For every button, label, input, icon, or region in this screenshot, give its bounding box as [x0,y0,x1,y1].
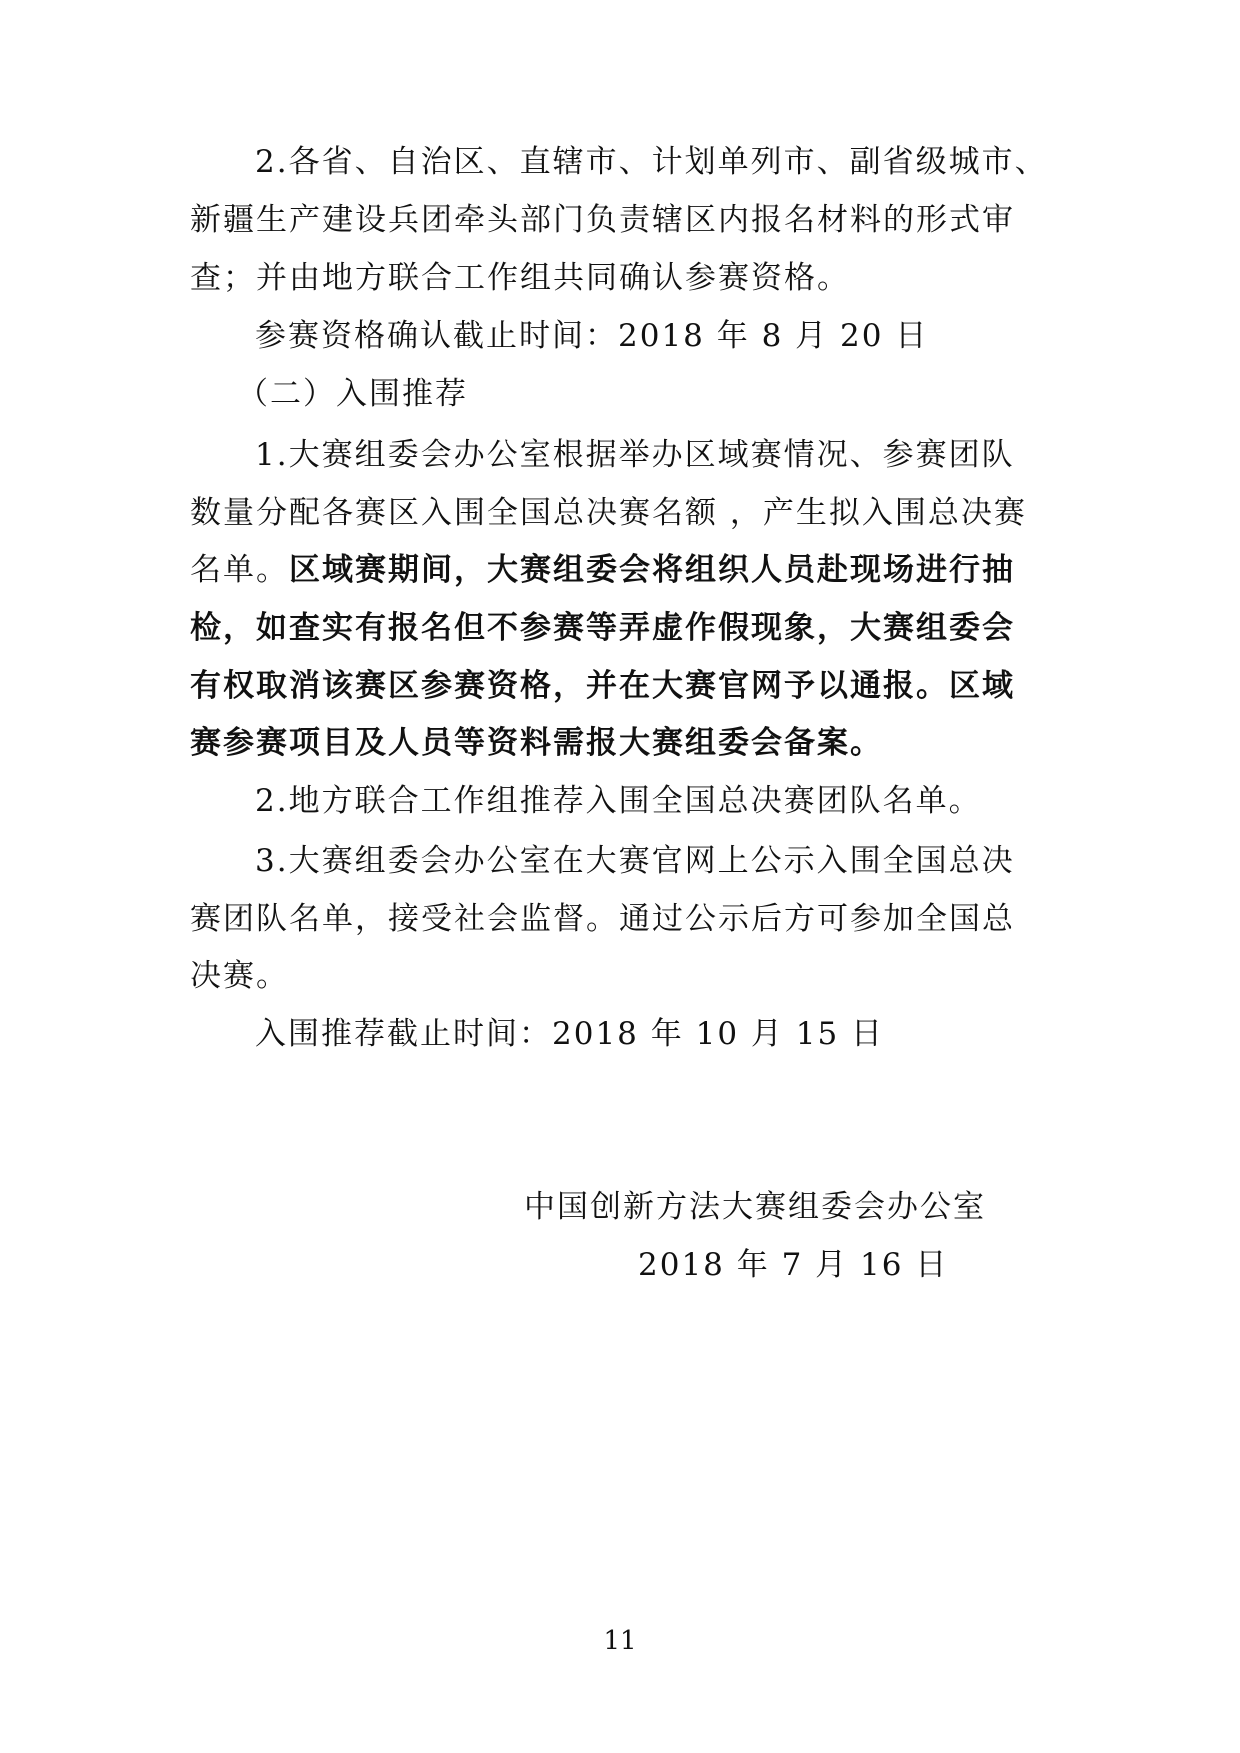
paragraph-2-line-3 [190,552,1060,588]
paragraph-2-line-2: 数量分配各赛区入围全国总决赛名额 ，产生拟入围总决赛 [190,495,1027,531]
section-heading: （二）入围推荐 [237,376,468,412]
signature-date: 2018 年 7 月 16 日 [638,1247,949,1283]
paragraph-1-line-2: 新疆生产建设兵团牵头部门负责辖区内报名材料的形式审 [190,202,1015,238]
paragraph-1-line-1: 2.各省、自治区、直辖市、计划单列市、副省级城市、 [255,144,1048,180]
deadline-recommendation: 入围推荐截止时间：2018 年 10 月 15 日 [255,1016,885,1052]
paragraph-4-line-3: 决赛。 [190,958,289,994]
paragraph-4-line-1: 3.大赛组委会办公室在大赛官网上公示入围全国总决 [255,843,1015,879]
paragraph-2-line-1: 1.大赛组委会办公室根据举办区域赛情况、参赛团队 [255,437,1015,473]
paragraph-2-line-6: 赛参赛项目及人员等资料需报大赛组委会备案。 [190,725,883,761]
paragraph-3: 2.地方联合工作组推荐入围全国总决赛团队名单。 [255,783,982,819]
paragraph-2-line-4: 检，如查实有报名但不参赛等弄虚作假现象，大赛组委会 [190,610,1015,646]
paragraph-2-line-5: 有权取消该赛区参赛资格，并在大赛官网予以通报。区域 [190,668,1015,704]
paragraph-2-line-3-bold: 区域赛期间，大赛组委会将组织人员赴现场进行抽 [289,552,1015,588]
signature-organization: 中国创新方法大赛组委会办公室 [524,1189,986,1225]
page-number: 11 [603,1626,637,1656]
deadline-qualification: 参赛资格确认截止时间：2018 年 8 月 20 日 [255,318,929,354]
paragraph-2-line-3-plain: 名单。 [190,552,289,588]
paragraph-1-line-3: 查；并由地方联合工作组共同确认参赛资格。 [190,260,850,296]
paragraph-4-line-2: 赛团队名单，接受社会监督。通过公示后方可参加全国总 [190,901,1015,937]
